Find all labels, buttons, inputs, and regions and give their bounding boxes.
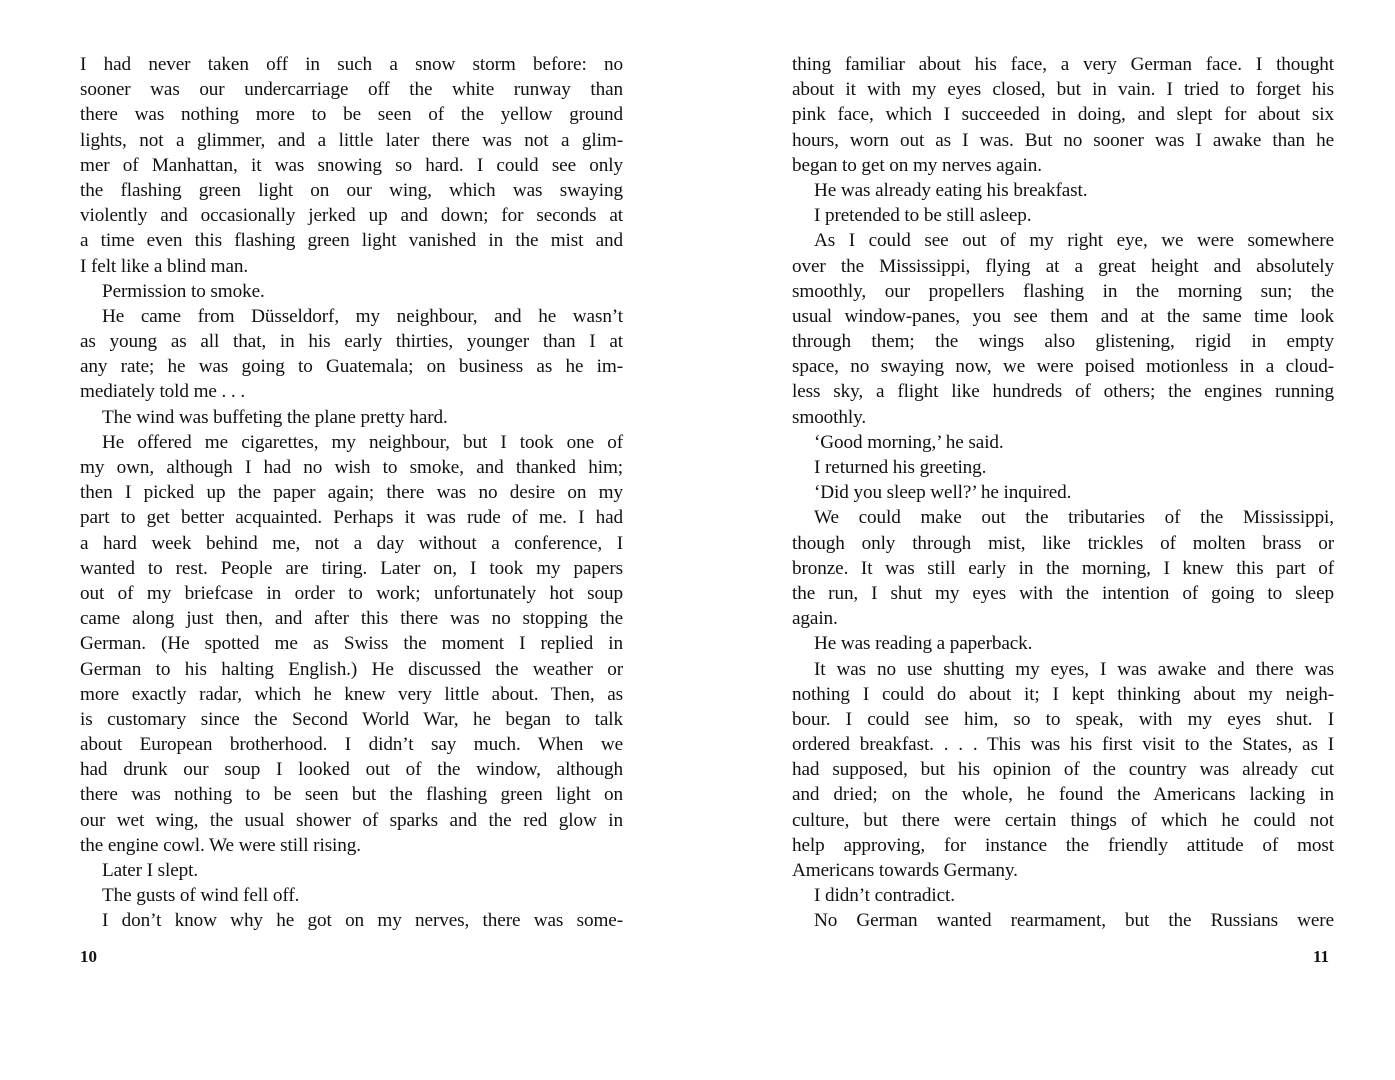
paragraph xyxy=(792,908,1334,933)
text-line: part to get better acquainted. Perhaps it was rude of me. I had xyxy=(80,507,623,529)
text-line: I pretended to be still asleep. xyxy=(814,205,1032,227)
text-line: He came from Düsseldorf, my neighbour, and he wasn’t xyxy=(102,305,623,327)
text-line: a time even this flashing green light vanished in the mist and xyxy=(80,230,623,252)
paragraph xyxy=(80,304,623,405)
text-line: bronze. It was still early in the morning, I knew this part of xyxy=(792,557,1334,579)
text-line: my own, although I had no wish to smoke, and thanked him; xyxy=(80,457,623,478)
paragraph xyxy=(792,883,1334,908)
text-line: began to get on my nerves again. xyxy=(792,154,1042,176)
text-line: the flashing green light on our wing, which was swaying xyxy=(80,179,623,201)
text-line: It was no use shutting my eyes, I was awake and there was xyxy=(814,658,1334,680)
text-line: ‘Did you sleep well?’ he inquired. xyxy=(814,482,1072,504)
paragraph xyxy=(80,908,623,933)
text-line: came along just then, and after this there was no stopping the xyxy=(80,608,623,630)
text-line: about European brotherhood. I didn’t say much. When we xyxy=(80,734,623,756)
text-line: hours, worn out as I was. But no sooner was I awake than he xyxy=(792,129,1334,151)
paragraph xyxy=(792,455,1334,480)
text-line: nothing I could do about it; I kept thinking about my neigh- xyxy=(792,683,1334,705)
paragraph xyxy=(80,405,623,430)
text-line: No German wanted rearmament, but the Russians were xyxy=(814,910,1334,932)
text-line: ‘Good morning,’ he said. xyxy=(814,431,1004,453)
text-line: I had never taken off in such a snow storm before: no xyxy=(80,54,623,75)
text-line: is customary since the Second World War, he began to talk xyxy=(80,708,623,730)
text-line: help approving, for instance the friendly attitude of most xyxy=(792,834,1334,856)
text-line: I didn’t contradict. xyxy=(814,885,955,907)
text-line: thing familiar about his face, a very German face. I thought xyxy=(792,54,1334,75)
text-line: had supposed, but his opinion of the country was already cut xyxy=(792,759,1334,781)
text-line: German to his halting English.) He discussed the weather or xyxy=(80,658,623,680)
text-line: any rate; he was going to Guatemala; on business as he im- xyxy=(80,356,623,378)
paragraph xyxy=(80,52,623,279)
paragraph xyxy=(792,430,1334,455)
paragraph xyxy=(792,203,1334,228)
text-line: German. (He spotted me as Swiss the moment I replied in xyxy=(80,633,623,655)
text-line: He was already eating his breakfast. xyxy=(814,179,1088,201)
text-line: violently and occasionally jerked up and down; for seconds at xyxy=(80,205,623,227)
text-line: We could make out the tributaries of the Mississippi, xyxy=(814,507,1334,529)
text-line: had drunk our soup I looked out of the window, although xyxy=(80,759,623,781)
text-line: a hard week behind me, not a day without a conference, I xyxy=(80,532,623,554)
text-line: the run, I shut my eyes with the intention of going to sleep xyxy=(792,582,1334,604)
paragraph xyxy=(792,228,1334,430)
text-line: over the Mississippi, flying at a great height and absolutely xyxy=(792,255,1334,277)
text-line: smoothly, our propellers flashing in the morning sun; the xyxy=(792,280,1334,302)
text-line: mer of Manhattan, it was snowing so hard. I could see only xyxy=(80,154,623,176)
paragraph xyxy=(80,858,623,883)
paragraph xyxy=(792,480,1334,505)
paragraph xyxy=(80,279,623,304)
text-line: I returned his greeting. xyxy=(814,457,987,478)
page-number-right: 11 xyxy=(1313,947,1330,966)
text-line: As I could see out of my right eye, we were somewhere xyxy=(814,230,1334,252)
page-number-left: 10 xyxy=(80,947,97,966)
text-line: I felt like a blind man. xyxy=(80,255,249,277)
text-line: there was nothing to be seen but the flashing green light on xyxy=(80,784,623,806)
text-line: more exactly radar, which he knew very little about. Then, as xyxy=(80,683,623,705)
text-line: Americans towards Germany. xyxy=(792,860,1018,881)
text-line: The gusts of wind fell off. xyxy=(102,885,300,907)
text-line: sooner was our undercarriage off the white runway than xyxy=(80,79,623,101)
text-line: as young as all that, in his early thirties, younger than I at xyxy=(80,331,623,353)
text-line: I don’t know why he got on my nerves, there was some- xyxy=(102,910,623,932)
left-page-body xyxy=(80,52,623,934)
text-line: wanted to rest. People are tiring. Later on, I took my papers xyxy=(80,557,623,579)
text-line: though only through mist, like trickles of molten brass or xyxy=(792,532,1334,554)
paragraph xyxy=(80,883,623,908)
paragraph xyxy=(792,631,1334,656)
text-line: about it with my eyes closed, but in vain. I tried to forget his xyxy=(792,79,1334,101)
text-line: the engine cowl. We were still rising. xyxy=(80,834,361,856)
text-line: mediately told me . . . xyxy=(80,381,246,403)
text-line: less sky, a flight like hundreds of others; the engines running xyxy=(792,381,1334,403)
text-line: space, no swaying now, we were poised motionless in a cloud- xyxy=(792,356,1334,378)
text-line: and dried; on the whole, he found the Americans lacking in xyxy=(792,784,1334,806)
text-line: pink face, which I succeeded in doing, and slept for about six xyxy=(792,104,1334,126)
text-line: lights, not a glimmer, and a little later there was not a glim- xyxy=(80,129,623,151)
paragraph xyxy=(792,505,1334,631)
text-line: The wind was buffeting the plane pretty hard. xyxy=(102,406,448,428)
text-line: bour. I could see him, so to speak, with my eyes shut. I xyxy=(792,708,1334,730)
text-line: culture, but there were certain things of which he could not xyxy=(792,809,1334,831)
text-line: usual window-panes, you see them and at the same time look xyxy=(792,305,1334,327)
right-page-body xyxy=(792,52,1334,934)
text-line: smoothly. xyxy=(792,406,867,428)
text-line: He was reading a paperback. xyxy=(814,633,1033,655)
text-line: through them; the wings also glistening, rigid in empty xyxy=(792,331,1334,353)
text-line: Later I slept. xyxy=(102,860,199,881)
text-line: He offered me cigarettes, my neighbour, but I took one of xyxy=(102,431,623,453)
text-line: again. xyxy=(792,608,838,630)
text-line: ordered breakfast. . . . This was his first visit to the States, as I xyxy=(792,734,1334,756)
text-line: our wet wing, the usual shower of sparks and the red glow in xyxy=(80,809,623,831)
text-line: out of my briefcase in order to work; unfortunately hot soup xyxy=(80,582,623,604)
paragraph xyxy=(792,178,1334,203)
paragraph xyxy=(80,430,623,858)
paragraph xyxy=(792,52,1334,178)
text-line: there was nothing more to be seen of the yellow ground xyxy=(80,104,623,126)
paragraph xyxy=(792,657,1334,884)
text-line: Permission to smoke. xyxy=(102,280,265,302)
text-line: then I picked up the paper again; there was no desire on my xyxy=(80,482,623,504)
